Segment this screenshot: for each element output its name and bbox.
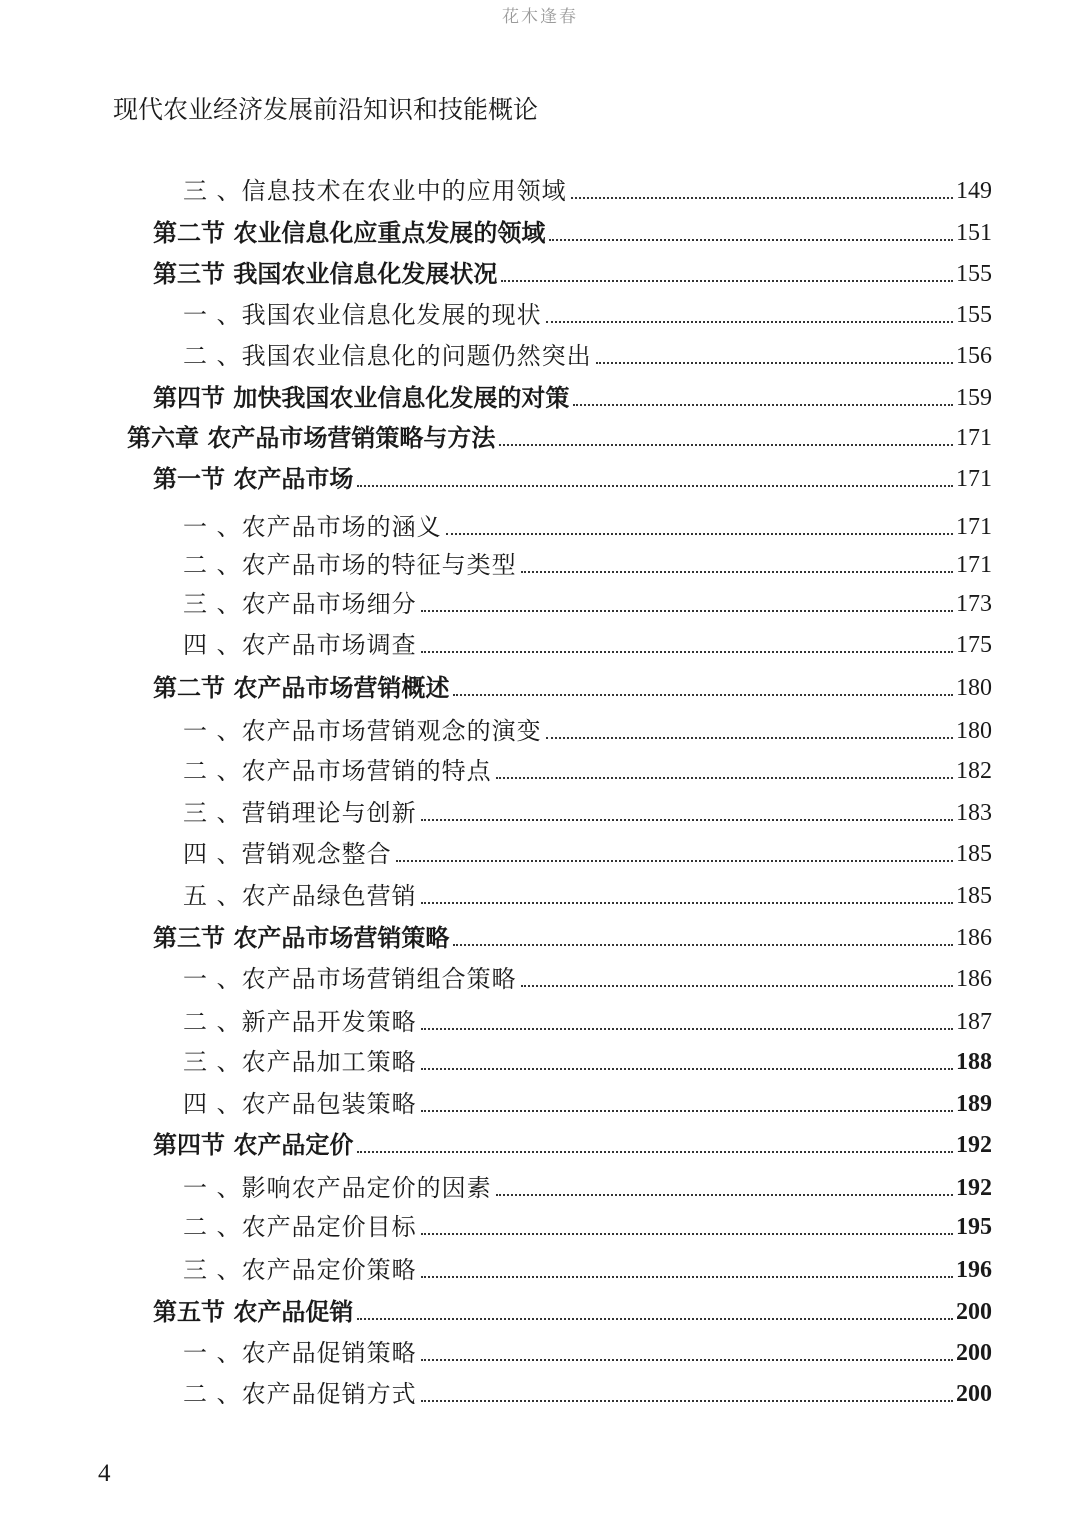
dot-leader	[421, 610, 953, 612]
toc-entry-page: 196	[956, 1257, 992, 1283]
dot-leader	[501, 280, 953, 282]
toc-entry-label: 二 、我国农业信息化的问题仍然突出	[183, 342, 592, 370]
toc-entry	[183, 873, 992, 913]
toc-entry-label: 一 、农产品促销策略	[183, 1339, 417, 1367]
toc-entry	[153, 1122, 992, 1162]
dot-leader	[421, 902, 953, 904]
dot-leader	[421, 1068, 953, 1070]
toc-entry-page: 156	[956, 343, 992, 369]
toc-entry-page: 189	[956, 1091, 992, 1117]
toc-entry-page: 186	[956, 966, 992, 992]
toc-entry	[183, 956, 992, 996]
dot-leader	[357, 1318, 953, 1320]
toc-entry-label: 一 、农产品市场的涵义	[183, 513, 442, 541]
toc-entry-label: 第二节 农产品市场营销概述	[153, 674, 450, 702]
toc-entry	[183, 831, 992, 871]
dot-leader	[499, 444, 953, 446]
dot-leader	[446, 533, 953, 535]
toc-entry-label: 第一节 农产品市场	[153, 465, 354, 493]
toc-entry-page: 171	[956, 466, 992, 492]
toc-entry-page: 200	[956, 1299, 992, 1325]
toc-entry-page: 171	[956, 552, 992, 578]
toc-entry-label: 第三节 农产品市场营销策略	[153, 924, 450, 952]
toc-entry-label: 三 、农产品市场细分	[183, 590, 417, 618]
toc-entry-label: 第六章 农产品市场营销策略与方法	[127, 424, 496, 452]
toc-entry	[183, 1371, 992, 1411]
toc-entry	[183, 708, 992, 748]
toc-entry	[183, 748, 992, 788]
toc-entry	[183, 542, 992, 582]
toc-entry	[183, 1330, 992, 1370]
toc-entry	[183, 622, 992, 662]
dot-leader	[421, 1400, 953, 1402]
dot-leader	[546, 737, 953, 739]
toc-entry-label: 四 、农产品包装策略	[183, 1090, 417, 1118]
dot-leader	[596, 362, 953, 364]
dot-leader	[396, 860, 953, 862]
watermark: 花木逢春	[502, 7, 578, 27]
toc-entry-label: 第二节 农业信息化应重点发展的领域	[153, 219, 546, 247]
toc-entry	[183, 790, 992, 830]
dot-leader	[496, 1194, 953, 1196]
toc-entry-page: 185	[956, 883, 992, 909]
toc-entry-page: 155	[956, 261, 992, 287]
toc-entry-page: 192	[956, 1132, 992, 1158]
dot-leader	[546, 321, 953, 323]
toc-entry-page: 200	[956, 1381, 992, 1407]
toc-entry-page: 173	[956, 591, 992, 617]
toc-entry	[153, 915, 992, 955]
toc-entry	[183, 1204, 992, 1244]
toc-entry	[183, 168, 992, 208]
toc-entry-label: 一 、影响农产品定价的因素	[183, 1174, 492, 1202]
toc-entry-label: 二 、新产品开发策略	[183, 1008, 417, 1036]
toc-entry-page: 192	[956, 1175, 992, 1201]
running-head: 现代农业经济发展前沿知识和技能概论	[113, 95, 539, 124]
dot-leader	[421, 1028, 953, 1030]
toc-entry-label: 三 、营销理论与创新	[183, 799, 417, 827]
dot-leader	[421, 1359, 953, 1361]
dot-leader	[453, 694, 953, 696]
dot-leader	[357, 1151, 953, 1153]
toc-entry	[183, 504, 992, 544]
toc-entry	[153, 665, 992, 705]
toc-entry-label: 一 、农产品市场营销观念的演变	[183, 717, 542, 745]
dot-leader	[521, 985, 953, 987]
dot-leader	[521, 571, 953, 573]
toc-entry-label: 二 、农产品促销方式	[183, 1380, 417, 1408]
dot-leader	[421, 1110, 953, 1112]
toc-entry-label: 四 、营销观念整合	[183, 840, 392, 868]
toc-entry-label: 四 、农产品市场调查	[183, 631, 417, 659]
toc-entry-page: 171	[956, 425, 992, 451]
toc-entry-label: 三 、信息技术在农业中的应用领域	[183, 177, 567, 205]
toc-entry-label: 一 、我国农业信息化发展的现状	[183, 301, 542, 329]
toc-entry-page: 171	[956, 514, 992, 540]
toc-entry-label: 三 、农产品加工策略	[183, 1048, 417, 1076]
toc-entry	[153, 456, 992, 496]
toc-entry	[183, 1247, 992, 1287]
toc-entry-page: 187	[956, 1009, 992, 1035]
toc-entry-label: 第四节 加快我国农业信息化发展的对策	[153, 384, 570, 412]
toc-entry-page: 151	[956, 220, 992, 246]
dot-leader	[421, 1233, 953, 1235]
toc-entry-page: 195	[956, 1214, 992, 1240]
toc-entry-page: 155	[956, 302, 992, 328]
toc-entry	[183, 292, 992, 332]
toc-entry-label: 一 、农产品市场营销组合策略	[183, 965, 517, 993]
dot-leader	[571, 197, 953, 199]
toc-entry-page: 175	[956, 632, 992, 658]
toc-entry-page: 180	[956, 675, 992, 701]
toc-entry-page: 185	[956, 841, 992, 867]
dot-leader	[496, 777, 953, 779]
dot-leader	[421, 651, 953, 653]
toc-entry-page: 186	[956, 925, 992, 951]
page-number: 4	[98, 1460, 111, 1487]
toc-entry	[183, 1081, 992, 1121]
toc-entry	[183, 1039, 992, 1079]
dot-leader	[549, 239, 953, 241]
toc-entry	[183, 1165, 992, 1205]
toc-entry-label: 第三节 我国农业信息化发展状况	[153, 260, 498, 288]
toc-entry-page: 182	[956, 758, 992, 784]
toc-entry-page: 149	[956, 178, 992, 204]
toc-entry	[153, 251, 992, 291]
toc-entry	[183, 999, 992, 1039]
toc-entry-label: 二 、农产品市场营销的特点	[183, 757, 492, 785]
dot-leader	[421, 1276, 953, 1278]
toc-entry-label: 第四节 农产品定价	[153, 1131, 354, 1159]
toc-entry-page: 180	[956, 718, 992, 744]
toc-entry-page: 200	[956, 1340, 992, 1366]
toc-entry-page: 188	[956, 1049, 992, 1075]
toc-entry-label: 三 、农产品定价策略	[183, 1256, 417, 1284]
dot-leader	[357, 485, 953, 487]
toc-entry-label: 二 、农产品市场的特征与类型	[183, 551, 517, 579]
toc-entry	[127, 415, 992, 455]
toc-entry-page: 159	[956, 385, 992, 411]
toc-entry-label: 五 、农产品绿色营销	[183, 882, 417, 910]
toc-entry	[183, 581, 992, 621]
toc-entry-label: 第五节 农产品促销	[153, 1298, 354, 1326]
toc-entry	[153, 375, 992, 415]
dot-leader	[453, 944, 953, 946]
toc-entry	[153, 210, 992, 250]
dot-leader	[573, 404, 953, 406]
dot-leader	[421, 819, 953, 821]
toc-entry	[183, 333, 992, 373]
toc-entry-label: 二 、农产品定价目标	[183, 1213, 417, 1241]
toc-entry-page: 183	[956, 800, 992, 826]
toc-entry	[153, 1289, 992, 1329]
